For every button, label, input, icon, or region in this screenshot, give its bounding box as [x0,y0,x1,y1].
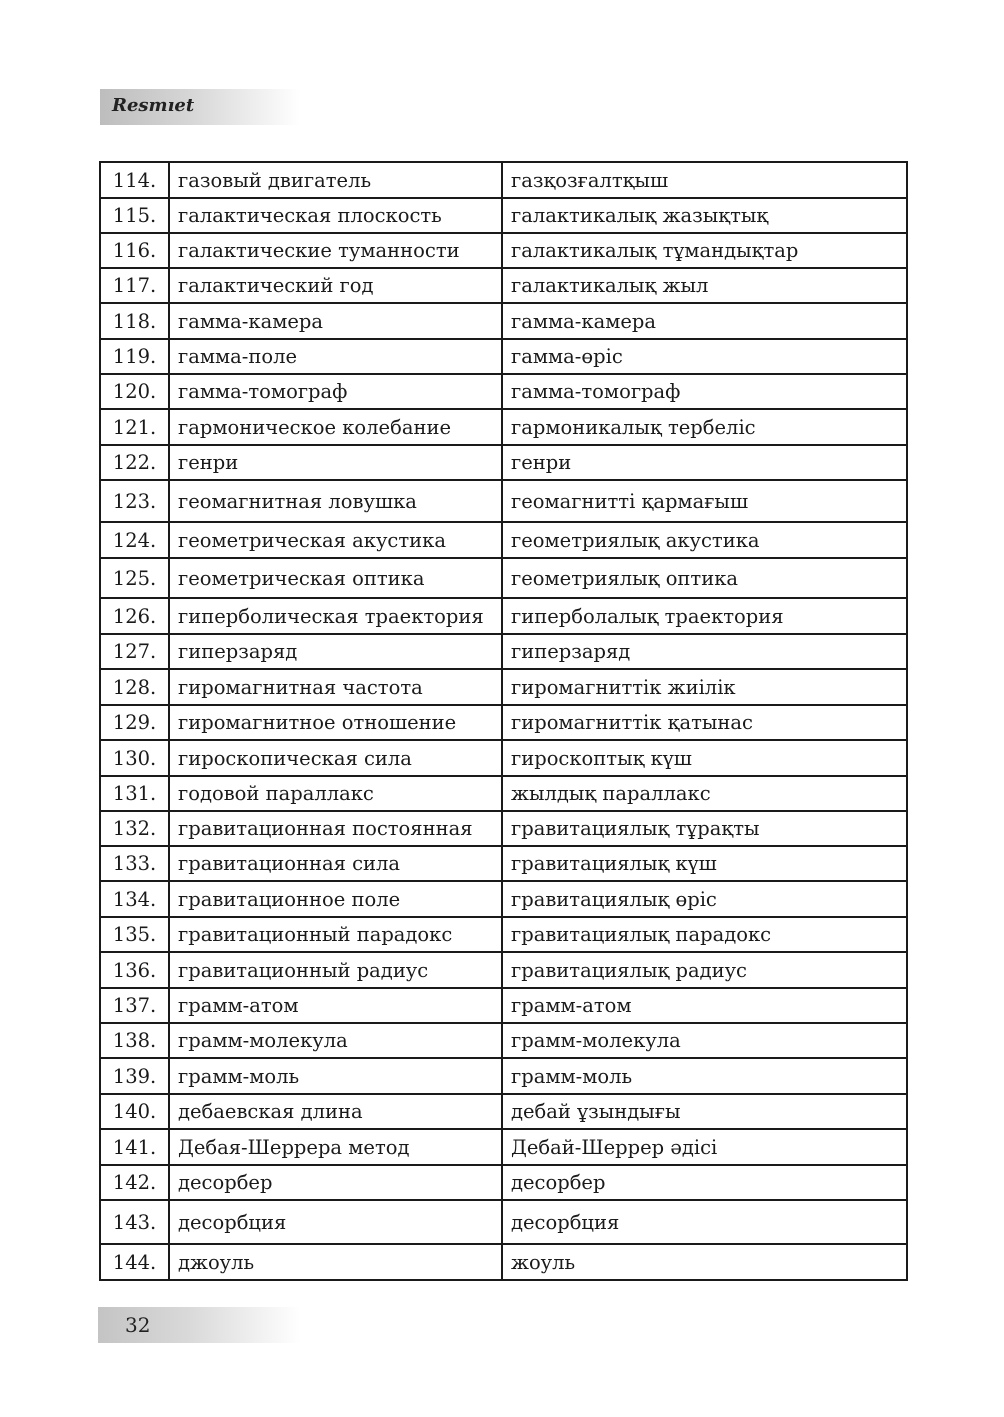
term-kazakh: гиромагниттік жиілік [502,669,907,705]
term-number: 121. [100,409,169,445]
term-russian: гравитационная сила [169,846,502,881]
table-row [100,598,907,634]
term-russian: грамм-молекула [169,1023,502,1058]
table-row [100,634,907,669]
term-number: 133. [100,846,169,881]
term-kazakh: Дебай-Шеррер әдісі [502,1129,907,1165]
term-number: 119. [100,339,169,374]
term-kazakh: гравитациялық парадокс [502,917,907,952]
table-row [100,162,907,198]
term-kazakh: гиромагниттік қатынас [502,705,907,740]
table-row [100,1129,907,1165]
term-russian: годовой параллакс [169,776,502,811]
running-header [100,89,300,125]
term-kazakh: грамм-атом [502,988,907,1023]
term-russian: галактические туманности [169,233,502,268]
term-number: 124. [100,522,169,558]
table-row [100,198,907,233]
term-kazakh: гравитациялық күш [502,846,907,881]
term-russian: грамм-моль [169,1058,502,1094]
term-number: 130. [100,740,169,776]
term-kazakh: жылдық параллакс [502,776,907,811]
term-russian: галактическая плоскость [169,198,502,233]
table-row [100,811,907,846]
term-russian: гиромагнитное отношение [169,705,502,740]
term-kazakh: гамма-камера [502,303,907,339]
table-row [100,1023,907,1058]
table-row [100,669,907,705]
running-header-title: Resmıet [112,95,195,116]
term-russian: гравитационное поле [169,881,502,917]
table-row [100,522,907,558]
term-kazakh: дебай ұзындығы [502,1094,907,1129]
term-number: 129. [100,705,169,740]
term-russian: джоуль [169,1244,502,1280]
term-number: 134. [100,881,169,917]
term-number: 141. [100,1129,169,1165]
table-row [100,445,907,480]
term-number: 143. [100,1200,169,1244]
term-kazakh: грамм-молекула [502,1023,907,1058]
term-russian: гамма-поле [169,339,502,374]
term-kazakh: десорбция [502,1200,907,1244]
glossary-table [99,161,908,1281]
term-kazakh: жоуль [502,1244,907,1280]
term-number: 142. [100,1165,169,1200]
table-row [100,233,907,268]
table-row [100,917,907,952]
term-kazakh: галактикалық жазықтық [502,198,907,233]
term-russian: гармоническое колебание [169,409,502,445]
table-row [100,1058,907,1094]
term-kazakh: генри [502,445,907,480]
table-row [100,846,907,881]
table-row [100,1200,907,1244]
table-row [100,1094,907,1129]
term-russian: гиперзаряд [169,634,502,669]
term-russian: гиперболическая траектория [169,598,502,634]
term-kazakh: гравитациялық тұрақты [502,811,907,846]
term-russian: геометрическая оптика [169,558,502,598]
table-row [100,480,907,522]
term-russian: гравитационный парадокс [169,917,502,952]
term-kazakh: гиперзаряд [502,634,907,669]
term-kazakh: гамма-томограф [502,374,907,409]
term-number: 117. [100,268,169,303]
table-row [100,558,907,598]
table-row [100,268,907,303]
term-russian: геометрическая акустика [169,522,502,558]
term-number: 144. [100,1244,169,1280]
term-russian: десорбция [169,1200,502,1244]
term-kazakh: десорбер [502,1165,907,1200]
term-russian: гамма-камера [169,303,502,339]
term-kazakh: газқозғалтқыш [502,162,907,198]
term-russian: газовый двигатель [169,162,502,198]
term-russian: гироскопическая сила [169,740,502,776]
term-russian: геомагнитная ловушка [169,480,502,522]
term-number: 137. [100,988,169,1023]
table-row [100,303,907,339]
term-kazakh: геометриялық оптика [502,558,907,598]
term-russian: гамма-томограф [169,374,502,409]
table-row [100,374,907,409]
term-kazakh: галактикалық жыл [502,268,907,303]
table-row [100,881,907,917]
term-kazakh: галактикалық тұмандықтар [502,233,907,268]
term-russian: гравитационный радиус [169,952,502,988]
term-number: 116. [100,233,169,268]
table-row [100,776,907,811]
term-russian: дебаевская длина [169,1094,502,1129]
table-row [100,339,907,374]
term-kazakh: геомагнитті қармағыш [502,480,907,522]
term-number: 132. [100,811,169,846]
term-kazakh: гармоникалық тербеліс [502,409,907,445]
term-number: 125. [100,558,169,598]
term-number: 126. [100,598,169,634]
term-number: 123. [100,480,169,522]
term-kazakh: гиперболалық траектория [502,598,907,634]
table-row [100,1244,907,1280]
term-kazakh: гравитациялық радиус [502,952,907,988]
term-number: 135. [100,917,169,952]
term-number: 136. [100,952,169,988]
term-russian: гиромагнитная частота [169,669,502,705]
term-kazakh: геометриялық акустика [502,522,907,558]
term-number: 127. [100,634,169,669]
table-row [100,740,907,776]
term-russian: десорбер [169,1165,502,1200]
term-number: 114. [100,162,169,198]
table-row [100,988,907,1023]
term-number: 118. [100,303,169,339]
term-russian: Дебая-Шеррера метод [169,1129,502,1165]
table-row [100,705,907,740]
term-russian: генри [169,445,502,480]
table-row [100,1165,907,1200]
term-kazakh: гравитациялық өріс [502,881,907,917]
term-number: 120. [100,374,169,409]
table-row [100,952,907,988]
table-row [100,409,907,445]
page-number: 32 [125,1313,151,1337]
term-russian: галактический год [169,268,502,303]
glossary-table-body [100,162,907,1280]
term-kazakh: грамм-моль [502,1058,907,1094]
term-number: 122. [100,445,169,480]
term-number: 115. [100,198,169,233]
page-footer [98,1307,300,1343]
term-kazakh: гироскоптық күш [502,740,907,776]
term-number: 128. [100,669,169,705]
term-russian: гравитационная постоянная [169,811,502,846]
term-number: 131. [100,776,169,811]
term-number: 138. [100,1023,169,1058]
term-kazakh: гамма-өріс [502,339,907,374]
term-russian: грамм-атом [169,988,502,1023]
term-number: 140. [100,1094,169,1129]
term-number: 139. [100,1058,169,1094]
